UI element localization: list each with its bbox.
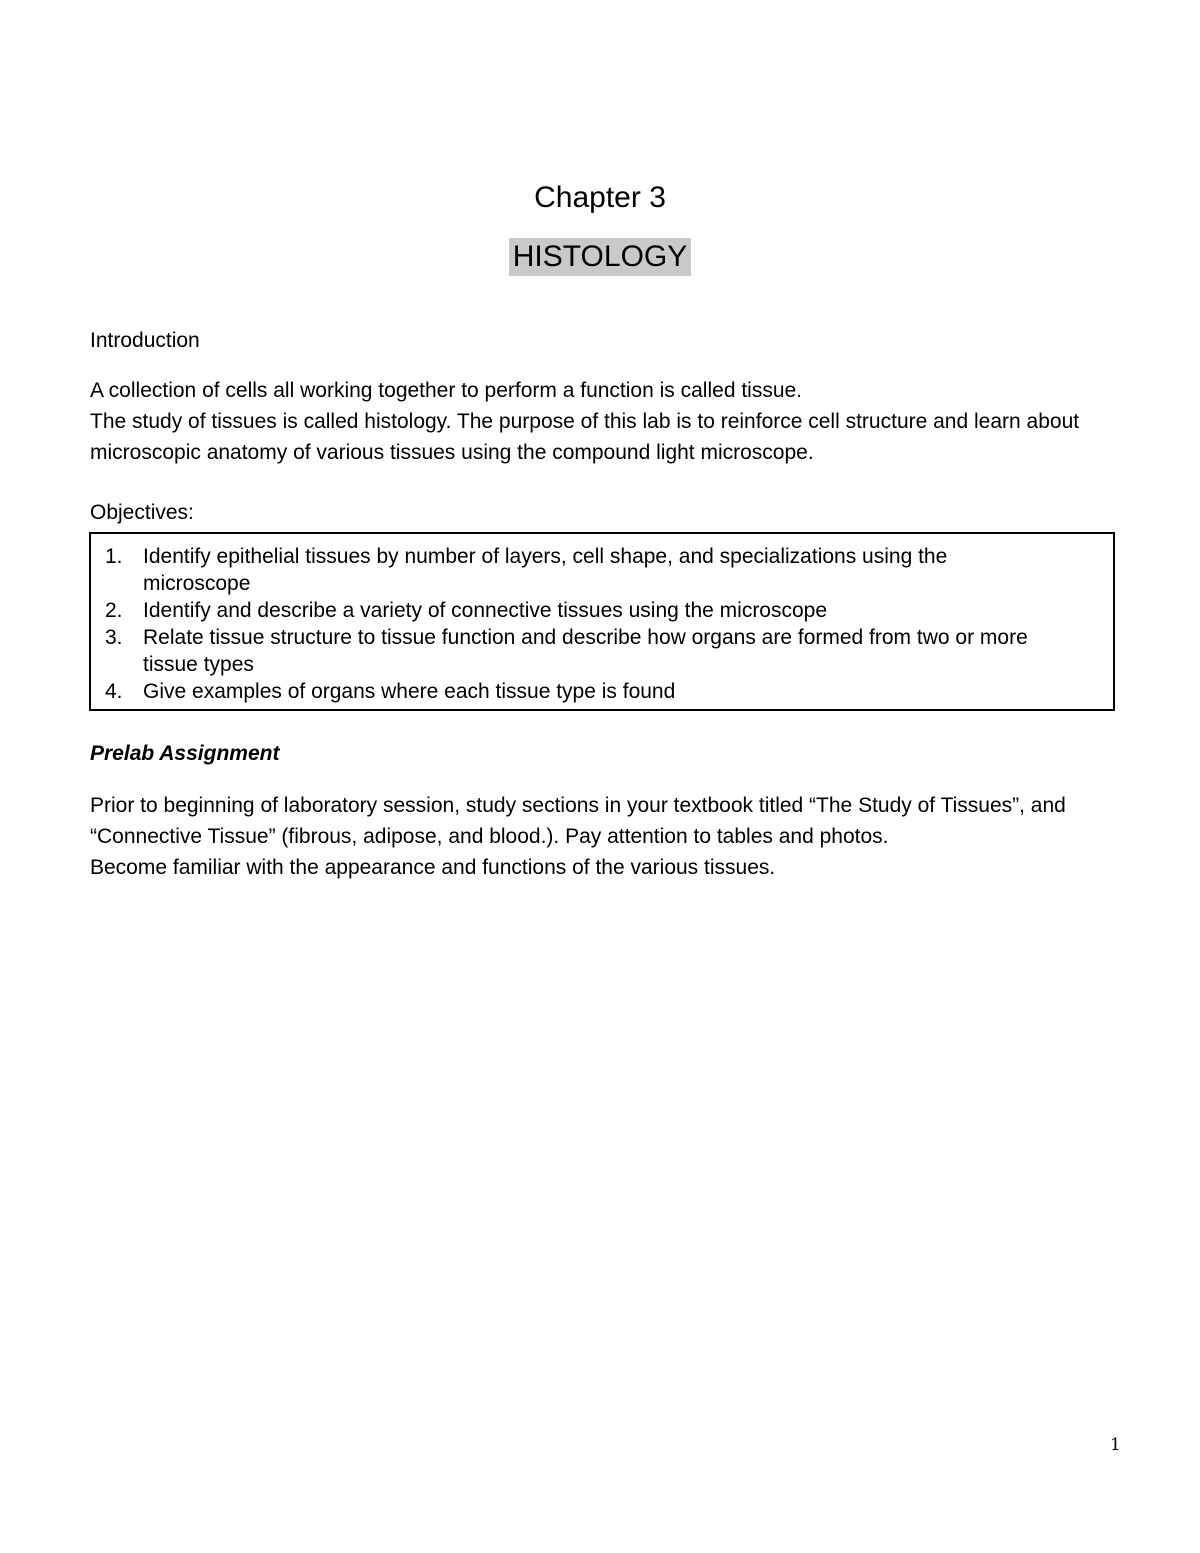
objective-number: 1. <box>105 545 123 568</box>
objectives-label: Objectives: <box>90 501 194 524</box>
prelab-paragraph <box>90 790 1120 883</box>
objectives-list <box>91 543 1113 705</box>
intro-heading: Introduction <box>90 329 200 352</box>
prelab-line: Become familiar with the appearance and functions of the various tissues. <box>90 856 776 879</box>
objective-item <box>91 597 1113 624</box>
intro-paragraph <box>90 375 1120 468</box>
page-title: HISTOLOGY <box>509 238 692 276</box>
objectives-box <box>89 532 1115 711</box>
prelab-heading: Prelab Assignment <box>90 742 280 765</box>
objective-number: 2. <box>105 599 123 622</box>
intro-line: The study of tissues is called histology. The purpose of this lab is to reinforce cell structure and learn about microscopic anatomy of various tissues using the compound light microscope. <box>90 410 1080 464</box>
objective-item <box>91 543 1113 597</box>
objective-number: 3. <box>105 626 123 649</box>
objective-text: Identify and describe a variety of connective tissues using the microscope <box>143 599 828 622</box>
objective-item <box>91 678 1113 705</box>
objective-text: Identify epithelial tissues by number of layers, cell shape, and specializations using the microscope <box>143 545 948 595</box>
objective-text: Give examples of organs where each tissue type is found <box>143 680 676 703</box>
title-container <box>0 238 1200 276</box>
objective-text: Relate tissue structure to tissue function and describe how organs are formed from two or more tissue types <box>143 626 1028 676</box>
chapter-label: Chapter 3 <box>534 181 666 214</box>
objective-number: 4. <box>105 680 123 703</box>
objective-item <box>91 624 1113 678</box>
prelab-line: Prior to beginning of laboratory session, study sections in your textbook titled “The Study of Tissues”, and “Connective Tissue” (fibrous, adipose, and blood.). Pay attention to tables and photos. <box>90 794 1066 848</box>
intro-line: A collection of cells all working together to perform a function is called tissue. <box>90 379 803 402</box>
page-number: 1 <box>1110 1435 1121 1455</box>
